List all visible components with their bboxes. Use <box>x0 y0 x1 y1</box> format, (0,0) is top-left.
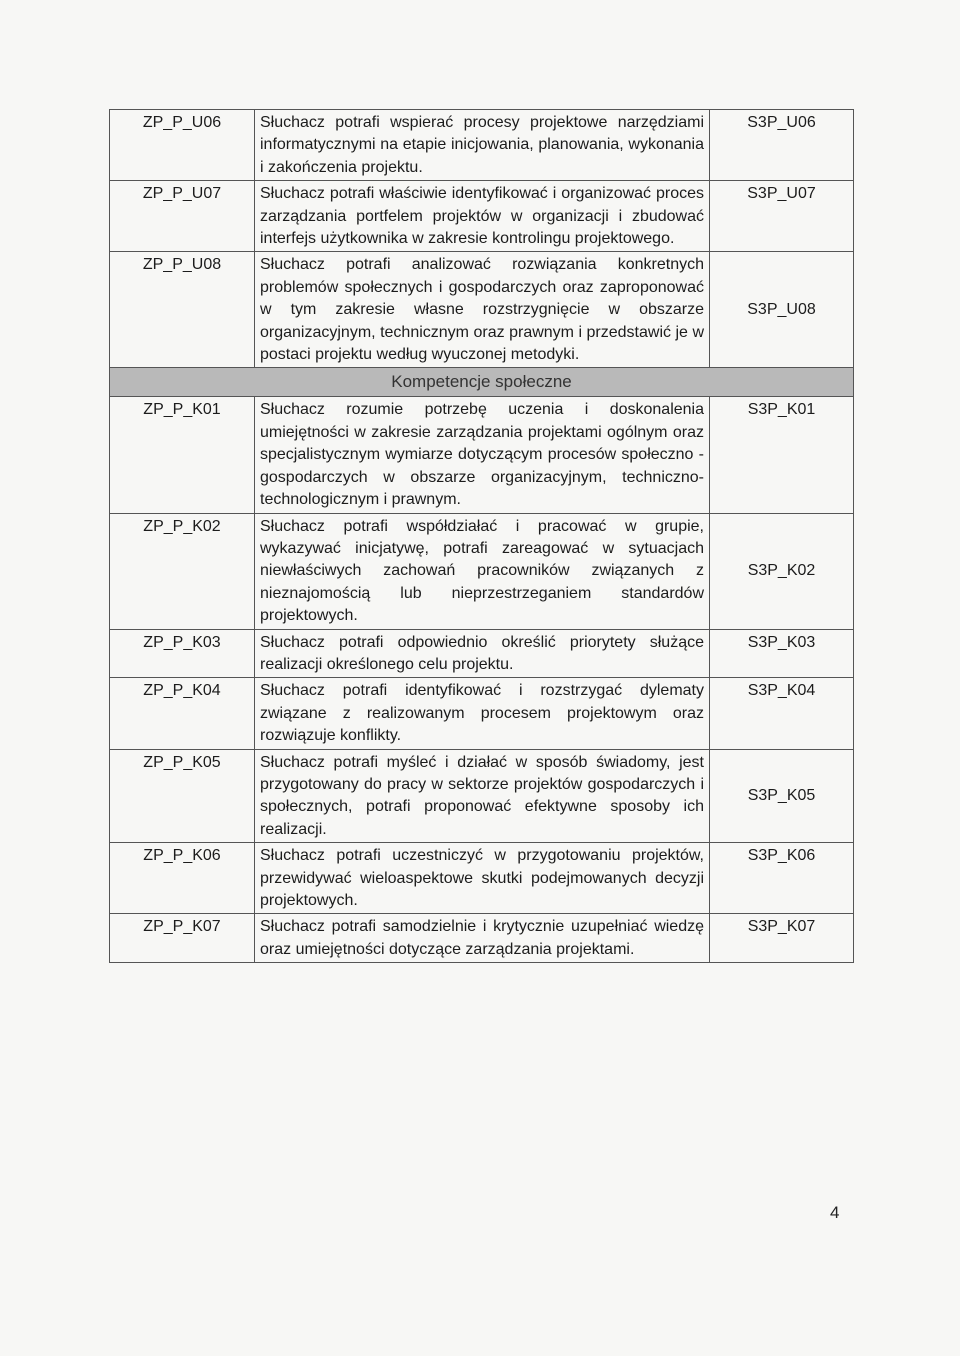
outcome-description: Słuchacz potrafi samodzielnie i krytycznie uzupełniać wiedzę oraz umiejętności dotyczące zarządzania projektami. <box>255 914 710 963</box>
table-row <box>110 513 854 629</box>
outcome-description: Słuchacz potrafi identyfikować i rozstrzygać dylematy związane z realizowanym procesem projektowym oraz rozwiązuje konflikty. <box>255 678 710 749</box>
outcome-reference: S3P_K03 <box>710 629 854 678</box>
outcome-code: ZP_P_U08 <box>110 252 255 368</box>
table-row <box>110 678 854 749</box>
outcome-code: ZP_P_K06 <box>110 843 255 914</box>
outcome-reference: S3P_K05 <box>710 749 854 843</box>
table-row <box>110 749 854 843</box>
page-number: 4 <box>830 1203 840 1222</box>
outcome-description: Słuchacz potrafi wspierać procesy projektowe narzędziami informatycznymi na etapie inicjowania, planowania, wykonania i zakończenia projektu. <box>255 110 710 181</box>
outcome-description: Słuchacz potrafi właściwie identyfikować i organizować proces zarządzania portfelem projektów w organizacji i zbudować interfejs użytkownika w zakresie kontrolingu projektowego. <box>255 181 710 252</box>
outcome-code: ZP_P_K05 <box>110 749 255 843</box>
outcome-code: ZP_P_K03 <box>110 629 255 678</box>
table-row <box>110 843 854 914</box>
outcome-description: Słuchacz potrafi myśleć i działać w sposób świadomy, jest przygotowany do pracy w sektorze projektów gospodarczych i społecznych, potrafi proponować efektywne sposoby ich realizacji. <box>255 749 710 843</box>
outcome-reference: S3P_K04 <box>710 678 854 749</box>
section-title: Kompetencje społeczne <box>110 368 854 397</box>
learning-outcomes-table <box>109 109 854 963</box>
outcome-reference: S3P_K02 <box>710 513 854 629</box>
table-row <box>110 252 854 368</box>
outcome-reference: S3P_K07 <box>710 914 854 963</box>
outcome-reference: S3P_K01 <box>710 397 854 513</box>
table-row <box>110 110 854 181</box>
outcome-code: ZP_P_U07 <box>110 181 255 252</box>
outcome-description: Słuchacz potrafi odpowiednio określić priorytety służące realizacji określonego celu projektu. <box>255 629 710 678</box>
outcome-description: Słuchacz potrafi uczestniczyć w przygotowaniu projektów, przewidywać wieloaspektowe skutki podejmowanych decyzji projektowych. <box>255 843 710 914</box>
outcome-reference: S3P_U06 <box>710 110 854 181</box>
section-header-row <box>110 368 854 397</box>
outcome-description: Słuchacz potrafi współdziałać i pracować w grupie, wykazywać inicjatywę, potrafi zareagować w sytuacjach niewłaściwych zachowań pracowników związanych z nieznajomością lub nieprzestrzeganiem standardów projektowych. <box>255 513 710 629</box>
outcome-code: ZP_P_K04 <box>110 678 255 749</box>
outcome-description: Słuchacz potrafi analizować rozwiązania konkretnych problemów społecznych i gospodarczych oraz zaproponować w tym zakresie własne rozstrzygnięcie w obszarze organizacyjnym, technicznym oraz prawnym i przedstawić je w postaci projektu według wyuczonej metodyki. <box>255 252 710 368</box>
outcome-code: ZP_P_K07 <box>110 914 255 963</box>
outcome-code: ZP_P_U06 <box>110 110 255 181</box>
table-row <box>110 914 854 963</box>
outcome-code: ZP_P_K02 <box>110 513 255 629</box>
outcome-reference: S3P_U08 <box>710 252 854 368</box>
outcome-reference: S3P_K06 <box>710 843 854 914</box>
outcome-description: Słuchacz rozumie potrzebę uczenia i doskonalenia umiejętności w zakresie zarządzania projektami ogólnym oraz specjalistycznym wymiarze dotyczącym procesów społeczno - gospodarczych w obszarze organizacyjnym, techniczno-technologicznym i prawnym. <box>255 397 710 513</box>
table-row <box>110 629 854 678</box>
outcome-reference: S3P_U07 <box>710 181 854 252</box>
table-row <box>110 397 854 513</box>
table-row <box>110 181 854 252</box>
outcome-code: ZP_P_K01 <box>110 397 255 513</box>
